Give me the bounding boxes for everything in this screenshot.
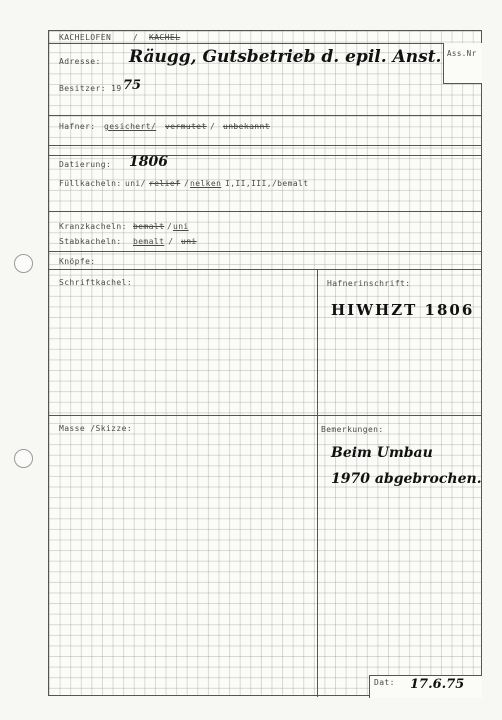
bemerkungen-line-1: Beim Umbau bbox=[331, 445, 433, 461]
kind-separator: / bbox=[133, 33, 139, 42]
datierung-label: Datierung: bbox=[59, 160, 112, 169]
divider-5 bbox=[49, 251, 481, 252]
fuellkacheln-sep: / bbox=[184, 179, 190, 188]
divider-6 bbox=[49, 269, 481, 270]
hafner-label: Hafner: bbox=[59, 122, 96, 131]
divider-2 bbox=[49, 145, 481, 146]
ass-nr-box bbox=[443, 43, 482, 84]
date-box bbox=[369, 675, 482, 698]
knoepfe-label: Knöpfe: bbox=[59, 257, 96, 266]
stabkacheln-label: Stabkacheln: bbox=[59, 237, 122, 246]
fuellkacheln-rest: I,II,III,/bemalt bbox=[225, 179, 309, 188]
bemerkungen-line-2: 1970 abgebrochen. bbox=[331, 471, 482, 487]
kranzkacheln-uni: uni bbox=[173, 222, 189, 231]
fuellkacheln-nelken: nelken bbox=[190, 179, 222, 188]
kranzkacheln-bemalt: bemalt bbox=[133, 222, 165, 231]
hafner-option-unbekannt: unbekannt bbox=[223, 122, 270, 131]
stabkacheln-uni: uni bbox=[181, 237, 197, 246]
tile-stove-form bbox=[48, 30, 482, 696]
hafner-option-sep: / bbox=[210, 122, 216, 131]
ass-nr-label: Ass.Nr bbox=[447, 49, 477, 58]
divider-3 bbox=[49, 155, 481, 156]
fuellkacheln-relief: relief bbox=[149, 179, 181, 188]
fuellkacheln-label: Füllkacheln: bbox=[59, 179, 122, 188]
adresse-label: Adresse: bbox=[59, 57, 101, 66]
schriftkachel-label: Schriftkachel: bbox=[59, 278, 133, 287]
divider-1 bbox=[49, 115, 481, 116]
column-divider bbox=[317, 269, 318, 697]
kind-kachelofen-label: KACHELOFEN bbox=[59, 33, 112, 42]
hafner-option-vermutet: vermutet bbox=[165, 122, 207, 131]
kind-kachel-label: KACHEL bbox=[149, 33, 181, 42]
divider-4 bbox=[49, 211, 481, 212]
hafnerinschrift-label: Hafnerinschrift: bbox=[327, 279, 411, 288]
bemerkungen-label: Bemerkungen: bbox=[321, 425, 384, 434]
kranzkacheln-label: Kranzkacheln: bbox=[59, 222, 127, 231]
stabkacheln-bemalt: bemalt bbox=[133, 237, 165, 246]
adresse-value: Räugg, Gutsbetrieb d. epil. Anst. bbox=[129, 47, 442, 67]
kranzkacheln-sep: / bbox=[167, 222, 173, 231]
fuellkacheln-uni: uni/ bbox=[125, 179, 146, 188]
datierung-value: 1806 bbox=[129, 154, 168, 170]
punch-hole-upper bbox=[14, 254, 33, 273]
dat-label: Dat: bbox=[374, 678, 395, 687]
besitzer-label: Besitzer: 19 bbox=[59, 84, 122, 93]
masse-skizze-label: Masse /Skizze: bbox=[59, 424, 133, 433]
punch-hole-lower bbox=[14, 449, 33, 468]
hafnerinschrift-value: HIWHZT 1806 bbox=[331, 301, 475, 319]
header-divider bbox=[49, 43, 481, 44]
divider-7 bbox=[49, 415, 481, 416]
hafner-option-gesichert: gesichert/ bbox=[104, 122, 157, 131]
besitzer-value: 75 bbox=[123, 78, 142, 93]
stabkacheln-sep: / bbox=[163, 237, 179, 246]
dat-value: 17.6.75 bbox=[410, 677, 465, 692]
